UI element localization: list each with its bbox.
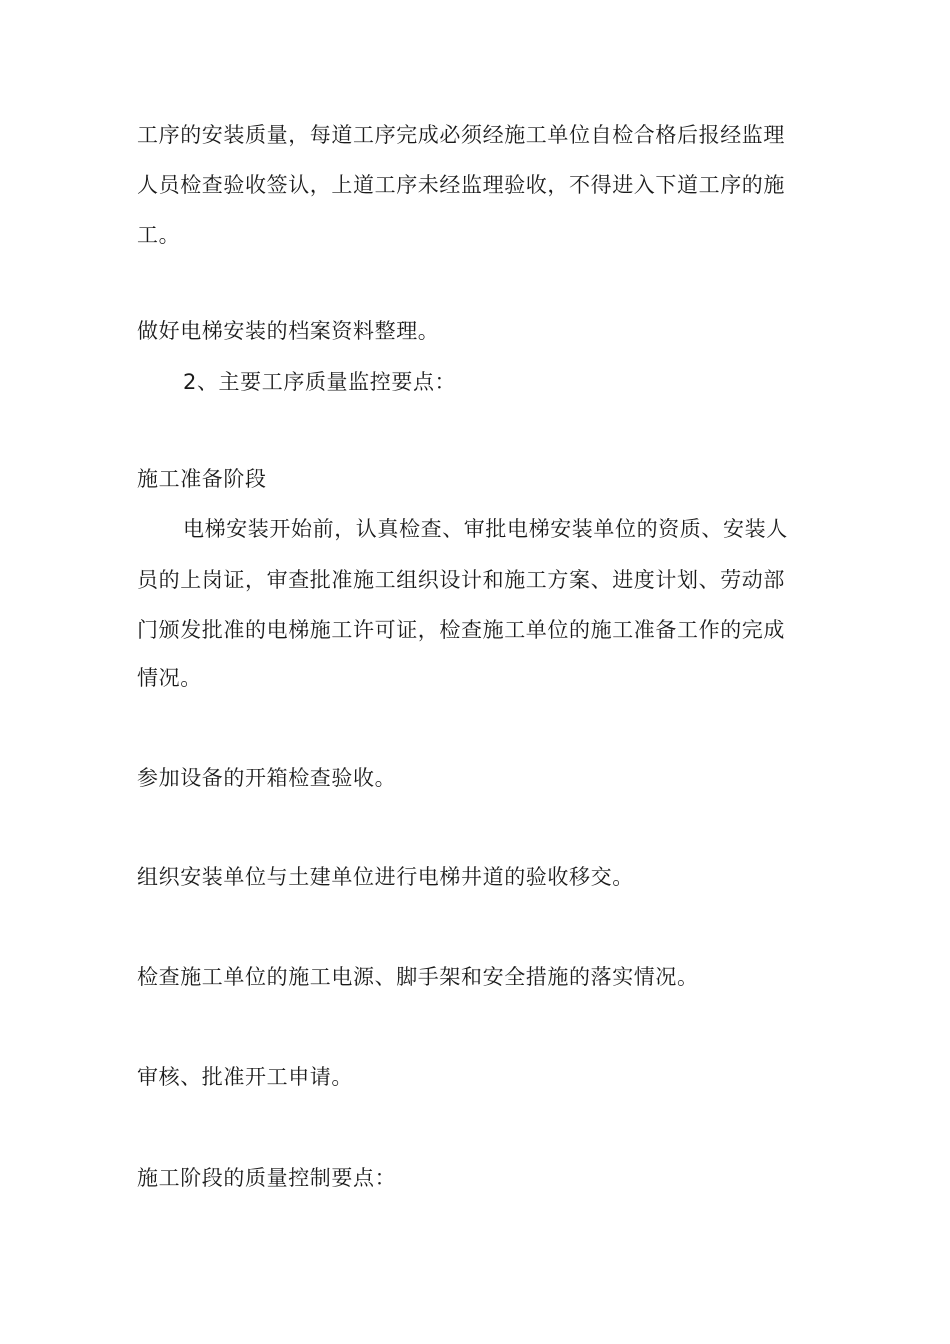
list-item: 参加设备的开箱检查验收。 <box>137 766 397 790</box>
paragraph-2-line-3: 门颁发批准的电梯施工许可证，检查施工单位的施工准备工作的完成 <box>137 618 785 642</box>
paragraph-2-line-2: 员的上岗证，审查批准施工组织设计和施工方案、进度计划、劳动部 <box>137 568 785 592</box>
archive-item: 做好电梯安装的档案资料整理。 <box>137 319 440 343</box>
list-item: 组织安装单位与土建单位进行电梯井道的验收移交。 <box>137 865 634 889</box>
paragraph-1-line-3: 工。 <box>137 223 181 247</box>
paragraph-1-line-2: 人员检查验收签认，上道工序未经监理验收，不得进入下道工序的施 <box>137 173 785 197</box>
list-item: 检查施工单位的施工电源、脚手架和安全措施的落实情况。 <box>137 965 699 989</box>
construction-stage-heading: 施工阶段的质量控制要点： <box>137 1166 397 1190</box>
list-item: 审核、批准开工申请。 <box>137 1065 353 1089</box>
prep-stage-heading: 施工准备阶段 <box>137 467 267 491</box>
paragraph-1-line-1: 工序的安装质量，每道工序完成必须经施工单位自检合格后报经监理 <box>137 123 785 147</box>
section-2-heading: 2、主要工序质量监控要点： <box>183 370 457 394</box>
paragraph-2-line-4: 情况。 <box>137 666 202 690</box>
paragraph-2-line-1: 电梯安装开始前，认真检查、审批电梯安装单位的资质、安装人 <box>183 517 788 541</box>
